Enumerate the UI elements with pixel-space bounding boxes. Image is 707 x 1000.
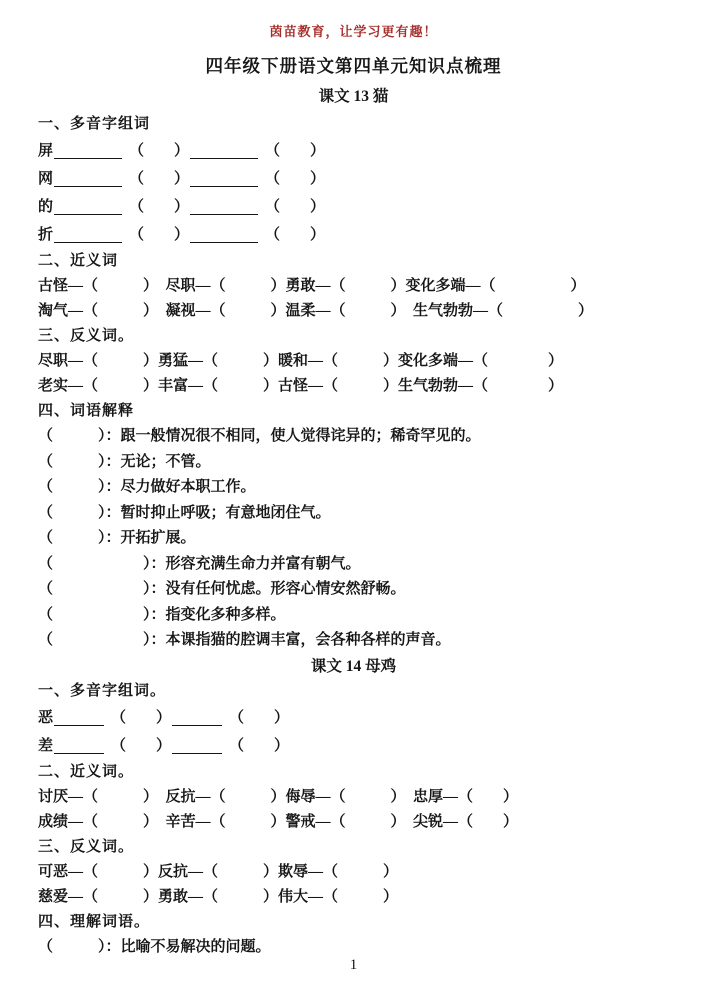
duoyin-char: 折 bbox=[38, 227, 54, 243]
lesson13-title: 课文 13 猫 bbox=[318, 88, 389, 105]
duoyin-row bbox=[38, 137, 669, 165]
paren-group: （ ） bbox=[265, 199, 326, 215]
word-pair-line: 老实—（ ）丰富—（ ）古怪—（ ）生气勃勃—（ ） bbox=[38, 378, 564, 394]
brand-banner: 茵苗教育，让学习更有趣！ bbox=[269, 24, 438, 39]
lesson13-section4-heading: 四、词语解释 bbox=[38, 403, 135, 419]
duoyin-row bbox=[38, 165, 669, 193]
paren-group: （ ） bbox=[229, 709, 290, 726]
duoyin-row bbox=[38, 193, 669, 221]
definition-line: （ ）：开拓扩展。 bbox=[38, 530, 196, 546]
duoyin-char: 恶 bbox=[38, 709, 54, 726]
lesson13-section2-heading: 二、近义词 bbox=[38, 253, 119, 269]
duoyin-char: 差 bbox=[38, 737, 54, 754]
answer-blank-line bbox=[54, 721, 104, 726]
paren-group: （ ） bbox=[111, 737, 172, 754]
lesson14-title: 课文 14 母鸡 bbox=[310, 657, 397, 675]
page-number: 1 bbox=[349, 957, 358, 973]
word-pair-line: 讨厌—（ ） 反抗—（ ）侮辱—（ ） 忠厚—（ ） bbox=[38, 788, 519, 805]
definition-line: （ ）：比喻不易解决的问题。 bbox=[38, 938, 271, 955]
paren-group: （ ） bbox=[129, 171, 190, 187]
paren-group: （ ） bbox=[129, 227, 190, 243]
paren-group: （ ） bbox=[265, 227, 326, 243]
answer-blank-line bbox=[172, 721, 222, 726]
lesson13-section1-heading: 一、多音字组词 bbox=[38, 116, 151, 132]
duoyin-row bbox=[38, 221, 669, 249]
paren-group: （ ） bbox=[129, 199, 190, 215]
word-pair-line: 尽职—（ ）勇猛—（ ）暖和—（ ）变化多端—（ ） bbox=[38, 353, 564, 369]
definition-line: （ ）：尽力做好本职工作。 bbox=[38, 479, 256, 495]
answer-blank-line bbox=[190, 154, 258, 159]
answer-blank-line bbox=[190, 238, 258, 243]
answer-blank-line bbox=[190, 210, 258, 215]
answer-blank-line bbox=[54, 749, 104, 754]
definition-line: （ ）：跟一般情况很不相同，使人觉得诧异的；稀奇罕见的。 bbox=[38, 428, 481, 444]
definition-line: （ ）：指变化多种多样。 bbox=[38, 606, 286, 623]
definition-line: （ ）：本课指猫的腔调丰富，会各种各样的声音。 bbox=[38, 632, 451, 648]
paren-group: （ ） bbox=[229, 737, 290, 754]
answer-blank-line bbox=[54, 154, 122, 159]
duoyin-char: 屏 bbox=[38, 143, 54, 159]
paren-group: （ ） bbox=[111, 709, 172, 726]
duoyin-char: 网 bbox=[38, 171, 54, 187]
answer-blank-line bbox=[172, 749, 222, 754]
lesson14-section4-heading: 四、理解词语。 bbox=[38, 913, 151, 930]
definition-line: （ ）：形容充满生命力并富有朝气。 bbox=[38, 555, 361, 572]
lesson13-section3-heading: 三、反义词。 bbox=[38, 328, 135, 344]
duoyin-row bbox=[38, 704, 669, 732]
duoyin-char: 的 bbox=[38, 199, 54, 215]
word-pair-line: 古怪—（ ） 尽职—（ ）勇敢—（ ）变化多端—（ ） bbox=[38, 278, 586, 294]
answer-blank-line bbox=[54, 182, 122, 187]
lesson14-section2-heading: 二、近义词。 bbox=[38, 763, 135, 780]
duoyin-row bbox=[38, 732, 669, 760]
answer-blank-line bbox=[190, 182, 258, 187]
definition-line: （ ）：没有任何忧虑。形容心情安然舒畅。 bbox=[38, 581, 406, 597]
paren-group: （ ） bbox=[265, 143, 326, 159]
paren-group: （ ） bbox=[129, 143, 190, 159]
answer-blank-line bbox=[54, 238, 122, 243]
word-pair-line: 可恶—（ ）反抗—（ ）欺辱—（ ） bbox=[38, 863, 399, 880]
doc-title: 四年级下册语文第四单元知识点梳理 bbox=[205, 56, 502, 76]
lesson14-section3-heading: 三、反义词。 bbox=[38, 838, 135, 855]
definition-line: （ ）：无论；不管。 bbox=[38, 453, 211, 470]
word-pair-line: 慈爱—（ ）勇敢—（ ）伟大—（ ） bbox=[38, 888, 399, 905]
word-pair-line: 淘气—（ ） 凝视—（ ）温柔—（ ） 生气勃勃—（ ） bbox=[38, 303, 594, 319]
lesson14-section1-heading: 一、多音字组词。 bbox=[38, 682, 167, 699]
definition-line: （ ）：暂时抑止呼吸；有意地闭住气。 bbox=[38, 504, 331, 521]
word-pair-line: 成绩—（ ） 辛苦—（ ）警戒—（ ） 尖锐—（ ） bbox=[38, 813, 519, 830]
worksheet-body bbox=[38, 112, 669, 960]
answer-blank-line bbox=[54, 210, 122, 215]
paren-group: （ ） bbox=[265, 171, 326, 187]
